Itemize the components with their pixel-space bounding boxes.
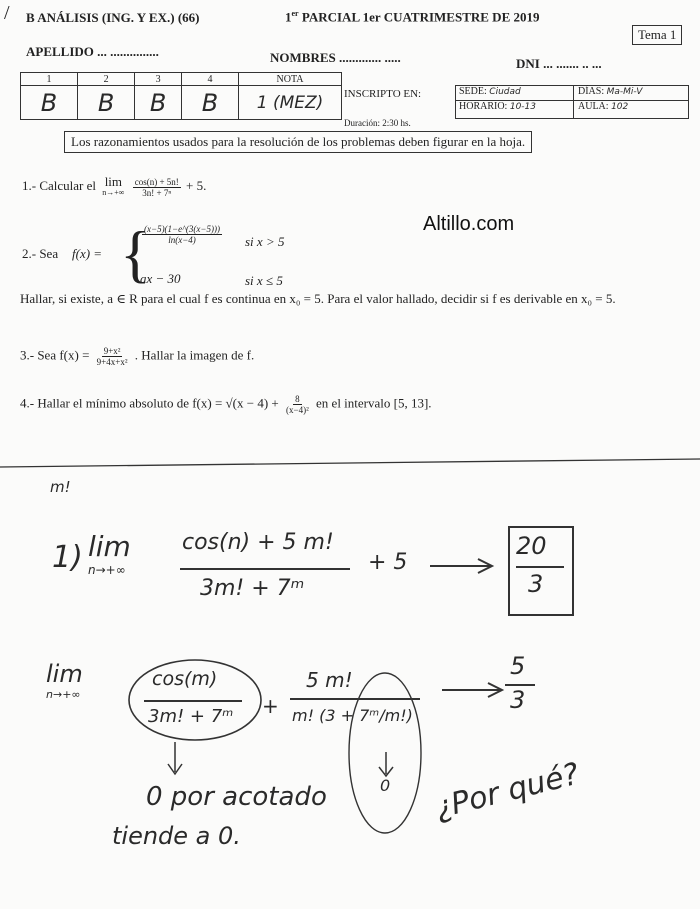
hand-zero: 0 xyxy=(380,776,391,795)
hand-s2-t1-num: cos(m) xyxy=(152,668,218,690)
hand-s1-fracline xyxy=(180,568,350,570)
inscripto-label: INSCRIPTO EN: xyxy=(344,88,422,100)
grade-cell: B xyxy=(182,86,239,120)
grade-header: 4 xyxy=(182,73,239,86)
hand-s2-t2-num: 5 m! xyxy=(306,668,353,692)
hand-top-note: m! xyxy=(50,478,71,496)
problem-3: 3.- Sea f(x) = $\frac{\text{9+x²}}{\text{9+4x+x²}}$ . Hallar la imagen de f. xyxy=(20,346,255,367)
problem-2-text: Hallar, si existe, a ∈ R para el cual f es continua en x₀ = 5. Para el valor hallado, decidir si f es derivable en x₀ = 5. xyxy=(20,291,616,306)
hand-s1-num: cos(n) + 5 m! xyxy=(182,530,334,555)
problem-4: 4.- Hallar el mínimo absoluto de f(x) = √(x − 4) + $\frac{8}{\text{(x−4)²}}$ en el intervalo [5, 13]. xyxy=(20,394,432,415)
problem-2-case1: $\frac{(x-5)(1-e\^{}(3(x-5)))}{\ln(x-4)}$ xyxy=(144,224,220,245)
problem-2-cond1: si x > 5 xyxy=(245,234,285,249)
duracion-label: Duración: 2:30 hs. xyxy=(344,118,411,128)
sede-box xyxy=(455,85,689,119)
margin-mark: / xyxy=(4,2,10,24)
apellido-field: APELLIDO ... ............... xyxy=(26,44,159,59)
hand-s1-label: 1) xyxy=(52,540,83,575)
hand-s1-plus: + 5 xyxy=(368,550,408,575)
hand-margin-note: ¿Por qué? xyxy=(432,756,583,826)
exam-title: 1er PARCIAL 1er CUATRIMESTRE DE 2019 xyxy=(285,9,540,25)
hand-s1-lim: lim n→+∞ xyxy=(88,530,131,577)
grades-table xyxy=(20,72,342,120)
arrow-icon xyxy=(428,556,498,576)
problem-2-case2: ax − 30 xyxy=(140,271,181,286)
dni-field: DNI ... ....... .. ... xyxy=(516,56,602,71)
grade-cell: B xyxy=(21,86,78,120)
page-divider xyxy=(0,455,700,475)
hand-s2-fracline-1 xyxy=(144,700,242,702)
grade-header: NOTA xyxy=(239,73,342,86)
hand-s2-fracline-2 xyxy=(290,698,420,700)
hand-s2-t1-den: 3m! + 7ᵐ xyxy=(148,706,234,727)
brace: { xyxy=(120,218,151,289)
hand-note-2: tiende a 0. xyxy=(112,822,241,850)
sede-label: SEDE: xyxy=(459,86,487,97)
down-arrow-icon xyxy=(165,740,185,780)
hand-result-box: 20 3 xyxy=(508,526,574,616)
grade-header: 2 xyxy=(78,73,135,86)
problem-2-fx: f(x) = xyxy=(72,246,103,261)
aula-value: 102 xyxy=(611,102,629,112)
hand-s2-plus: + xyxy=(262,694,279,718)
sede-value: Ciudad xyxy=(489,87,521,97)
hand-s2-result-den: 3 xyxy=(510,686,526,714)
horario-value: 10-13 xyxy=(509,102,536,112)
problem-2-prefix: 2.- Sea xyxy=(22,246,59,261)
arrow-icon xyxy=(440,680,510,700)
grade-header: 3 xyxy=(135,73,182,86)
problem-2-cond2: si x ≤ 5 xyxy=(245,273,283,288)
grade-cell: B xyxy=(135,86,182,120)
watermark: Altillo.com xyxy=(423,213,515,235)
grade-cell: B xyxy=(78,86,135,120)
nombres-field: NOMBRES ............. ..... xyxy=(270,50,401,65)
hand-s1-den: 3m! + 7ᵐ xyxy=(200,576,305,601)
notice-box: Los razonamientos usados para la resolución de los problemas deben figurar en la hoja. xyxy=(64,131,532,153)
grade-header: 1 xyxy=(21,73,78,86)
grade-cell: 1 (MEZ) xyxy=(239,86,342,120)
problem-1: 1.- Calcular el lim n→+∞ $\frac{\cos(n) + 5n!}{\text{3n! + 7ⁿ}}$ + 5. xyxy=(22,174,207,198)
tema-box: Tema 1 xyxy=(632,25,682,45)
hand-s2-lim: lim n→+∞ xyxy=(46,660,83,701)
dias-value: Ma-Mi-V xyxy=(606,87,643,97)
dias-label: DÍAS: xyxy=(578,86,605,97)
horario-label: HORARIO: xyxy=(459,101,508,112)
hand-s2-result-num: 5 xyxy=(510,652,526,680)
course-title: B ANÁLISIS (ING. Y EX.) (66) xyxy=(26,10,200,25)
hand-s2-t2-den: m! (3 + 7ᵐ/m!) xyxy=(292,706,413,725)
aula-label: AULA: xyxy=(578,101,609,112)
hand-note-1: 0 por acotado xyxy=(146,782,327,812)
